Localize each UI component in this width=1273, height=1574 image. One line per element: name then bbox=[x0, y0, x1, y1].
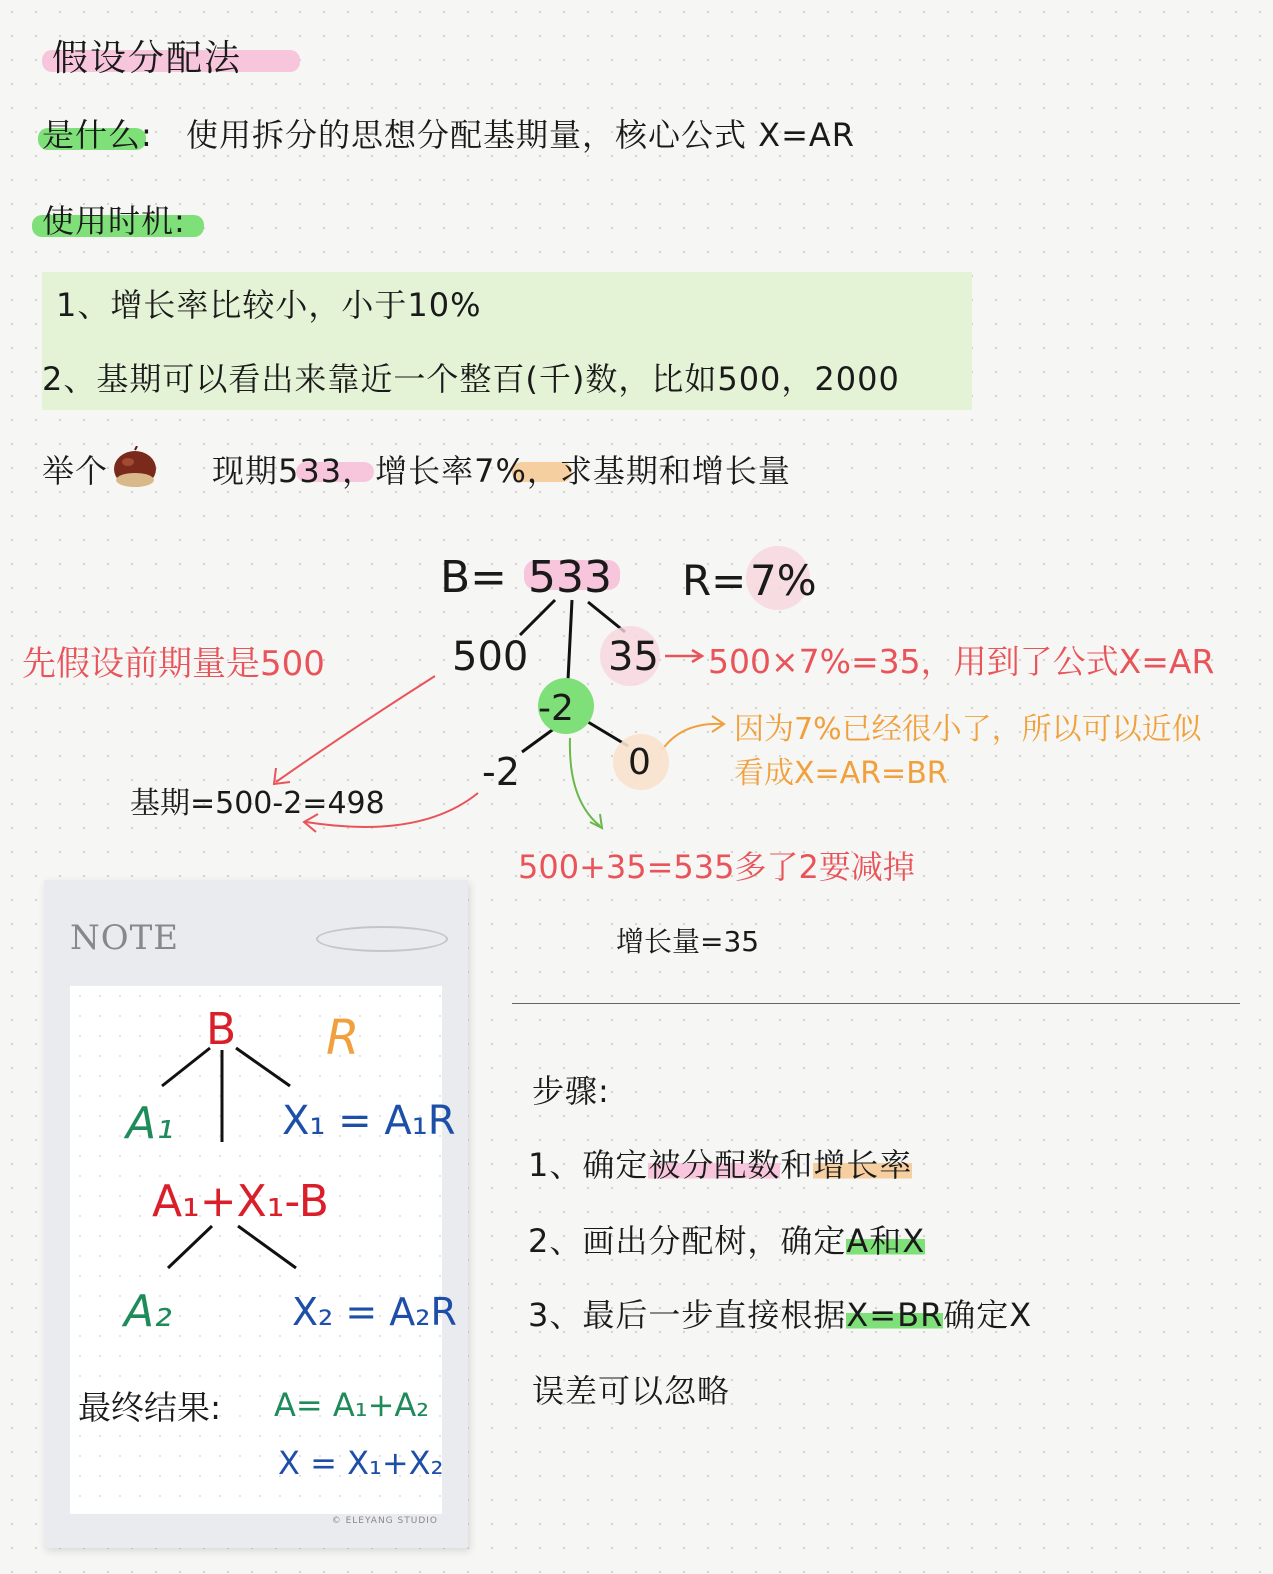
example-prefix: 举个 bbox=[42, 452, 109, 490]
step-2-prefix: 2、画出分配树，确定 bbox=[528, 1222, 847, 1260]
step-2-x: X bbox=[902, 1222, 926, 1260]
note-r: R bbox=[326, 1010, 360, 1066]
step-3 bbox=[528, 1290, 1032, 1336]
note-content bbox=[70, 986, 457, 1514]
annotation-over: 500+35=535多了2要减掉 bbox=[518, 848, 915, 886]
what-text: 使用拆分的思想分配基期量，核心公式 X=AR bbox=[186, 116, 856, 154]
note-result-x: X = X₁+X₂ bbox=[278, 1444, 444, 1482]
page-title: 假设分配法 bbox=[52, 38, 243, 79]
when-label: 使用时机: bbox=[42, 202, 186, 240]
step-4: 误差可以忽略 bbox=[532, 1372, 731, 1410]
divider bbox=[512, 1003, 1240, 1004]
note-card bbox=[44, 880, 468, 1548]
note-b: B bbox=[206, 1004, 237, 1055]
note-result-a: A= A₁+A₂ bbox=[274, 1386, 430, 1424]
annotation-approx-2: 看成X=AR=BR bbox=[734, 756, 948, 791]
note-result-label: 最终结果: bbox=[78, 1388, 222, 1427]
tree-node-35: 35 bbox=[608, 634, 659, 680]
note-header: NOTE bbox=[70, 918, 180, 958]
step-1-highlight-2: 增长率 bbox=[813, 1146, 913, 1184]
tree-node-minus2-left: -2 bbox=[482, 750, 520, 794]
annotation-growth: 增长量=35 bbox=[616, 925, 760, 958]
note-x1: X₁ = A₁R bbox=[282, 1098, 456, 1144]
tree-r-value: 7% bbox=[750, 556, 817, 605]
tree-b-value: 533 bbox=[528, 552, 612, 603]
what-label: 是什么: bbox=[42, 116, 153, 154]
step-3-prefix: 3、最后一步直接根据 bbox=[528, 1296, 847, 1334]
step-2-a: A bbox=[846, 1222, 870, 1260]
step-2 bbox=[528, 1216, 925, 1262]
annotation-assume: 先假设前期量是500 bbox=[22, 644, 325, 684]
annotation-base: 基期=500-2=498 bbox=[130, 786, 385, 821]
tree-node-500: 500 bbox=[452, 634, 529, 680]
step-3-highlight: X=BR bbox=[846, 1296, 944, 1334]
when-item-2: 2、基期可以看出来靠近一个整百(千)数，比如500，2000 bbox=[42, 360, 900, 398]
annotation-approx-1: 因为7%已经很小了，所以可以近似 bbox=[734, 712, 1202, 747]
when-item-1: 1、增长率比较小，小于10% bbox=[56, 286, 482, 324]
step-1 bbox=[528, 1140, 912, 1186]
tree-b-label: B= bbox=[440, 552, 508, 603]
note-mid: A₁+X₁-B bbox=[152, 1176, 329, 1227]
note-a1: A₁ bbox=[126, 1098, 174, 1149]
step-1-mid: 和 bbox=[780, 1146, 814, 1184]
tree-node-minus2: -2 bbox=[538, 688, 574, 729]
step-3-suffix: 确定X bbox=[943, 1296, 1033, 1334]
note-x2: X₂ = A₂R bbox=[292, 1290, 457, 1334]
note-tree-lines bbox=[70, 986, 442, 1514]
example-text: 现期533，增长率7%，求基期和增长量 bbox=[212, 452, 791, 490]
annotation-formula: 500×7%=35，用到了公式X=AR bbox=[708, 642, 1215, 681]
step-1-prefix: 1、确定 bbox=[528, 1146, 649, 1184]
note-a2: A₂ bbox=[124, 1286, 172, 1337]
step-1-highlight-1: 被分配数 bbox=[648, 1146, 781, 1184]
tree-r-label: R= bbox=[682, 556, 747, 605]
step-2-mid: 和 bbox=[869, 1222, 903, 1260]
note-footer: © ELEYANG STUDIO bbox=[331, 1516, 438, 1526]
steps-label: 步骤: bbox=[532, 1072, 610, 1110]
note-oval-decoration bbox=[316, 926, 448, 952]
tree-node-0: 0 bbox=[628, 742, 651, 783]
